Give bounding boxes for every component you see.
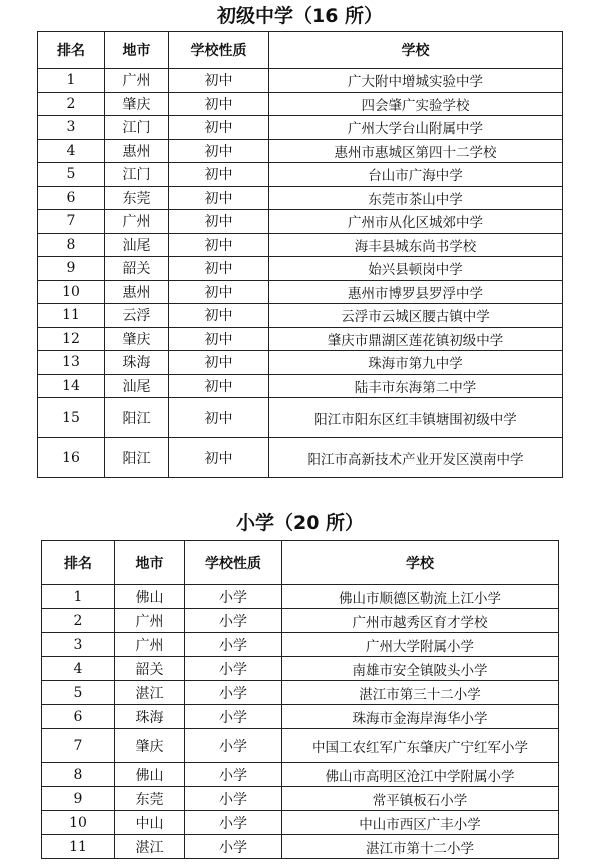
cell-rank: 6 <box>42 705 115 729</box>
cell-rank: 3 <box>38 116 105 140</box>
cell-school: 阳江市高新技术产业开发区漠南中学 <box>269 438 563 478</box>
table-row <box>42 609 559 633</box>
cell-school: 阳江市阳东区红丰镇塘围初级中学 <box>269 398 563 438</box>
cell-school: 惠州市惠城区第四十二学校 <box>269 139 563 163</box>
cell-school: 广州市越秀区育才学校 <box>282 609 559 633</box>
cell-school-type: 初中 <box>169 438 269 478</box>
cell-school-type: 初中 <box>169 116 269 140</box>
cell-city: 广州 <box>105 210 169 234</box>
cell-school-type: 小学 <box>185 657 282 681</box>
header-city: 地市 <box>115 541 185 585</box>
cell-school: 东莞市茶山中学 <box>269 186 563 210</box>
cell-school: 广州大学附属小学 <box>282 633 559 657</box>
cell-city: 广州 <box>115 633 185 657</box>
cell-city: 韶关 <box>105 257 169 281</box>
cell-school: 广州市从化区城郊中学 <box>269 210 563 234</box>
cell-school-type: 小学 <box>185 585 282 609</box>
cell-school-type: 初中 <box>169 186 269 210</box>
cell-rank: 11 <box>38 304 105 328</box>
cell-school-type: 初中 <box>169 304 269 328</box>
cell-school: 海丰县城东尚书学校 <box>269 233 563 257</box>
cell-city: 佛山 <box>115 763 185 787</box>
cell-rank: 4 <box>38 139 105 163</box>
table-row <box>42 633 559 657</box>
cell-school: 佛山市顺德区勒流上江小学 <box>282 585 559 609</box>
cell-school-type: 初中 <box>169 92 269 116</box>
table-row <box>38 374 563 398</box>
cell-rank: 1 <box>38 69 105 93</box>
cell-city: 肇庆 <box>105 327 169 351</box>
cell-city: 佛山 <box>115 585 185 609</box>
cell-school: 中国工农红军广东肇庆广宁红军小学 <box>282 729 559 763</box>
cell-city: 广州 <box>105 69 169 93</box>
cell-school-type: 小学 <box>185 705 282 729</box>
cell-rank: 4 <box>42 657 115 681</box>
cell-school-type: 初中 <box>169 280 269 304</box>
cell-school-type: 小学 <box>185 729 282 763</box>
cell-school: 广州大学台山附属中学 <box>269 116 563 140</box>
middle-school-section-title: 初级中学（16 所） <box>216 5 384 27</box>
header-school: 学校 <box>282 541 559 585</box>
cell-school: 湛江市第三十二小学 <box>282 681 559 705</box>
table-row <box>42 657 559 681</box>
table-row <box>38 257 563 281</box>
table-row <box>42 705 559 729</box>
cell-school-type: 初中 <box>169 351 269 375</box>
table-row <box>38 351 563 375</box>
cell-school-type: 初中 <box>169 163 269 187</box>
table-row <box>38 92 563 116</box>
table-row <box>42 763 559 787</box>
cell-rank: 5 <box>42 681 115 705</box>
cell-school: 云浮市云城区腰古镇中学 <box>269 304 563 328</box>
cell-rank: 16 <box>38 438 105 478</box>
cell-rank: 3 <box>42 633 115 657</box>
cell-city: 阳江 <box>105 398 169 438</box>
table-row <box>42 585 559 609</box>
header-school-type: 学校性质 <box>169 32 269 69</box>
cell-city: 汕尾 <box>105 374 169 398</box>
table-row <box>38 210 563 234</box>
middle-school-table <box>37 31 563 478</box>
cell-rank: 7 <box>38 210 105 234</box>
cell-city: 东莞 <box>115 787 185 811</box>
cell-city: 中山 <box>115 811 185 835</box>
cell-school-type: 小学 <box>185 763 282 787</box>
cell-rank: 8 <box>38 233 105 257</box>
cell-rank: 5 <box>38 163 105 187</box>
cell-city: 阳江 <box>105 438 169 478</box>
table-row <box>38 438 563 478</box>
cell-city: 珠海 <box>115 705 185 729</box>
cell-school: 始兴县顿岗中学 <box>269 257 563 281</box>
cell-rank: 14 <box>38 374 105 398</box>
cell-school-type: 初中 <box>169 233 269 257</box>
table-row <box>38 233 563 257</box>
cell-city: 惠州 <box>105 139 169 163</box>
cell-school: 广大附中增城实验中学 <box>269 69 563 93</box>
cell-school-type: 初中 <box>169 69 269 93</box>
table-header-row <box>38 32 563 69</box>
cell-rank: 7 <box>42 729 115 763</box>
table-row <box>38 116 563 140</box>
cell-school-type: 初中 <box>169 257 269 281</box>
cell-school: 惠州市博罗县罗浮中学 <box>269 280 563 304</box>
cell-city: 肇庆 <box>115 729 185 763</box>
cell-school: 珠海市金海岸海华小学 <box>282 705 559 729</box>
cell-rank: 10 <box>42 811 115 835</box>
primary-school-table-body <box>42 585 559 859</box>
header-school-type: 学校性质 <box>185 541 282 585</box>
cell-school-type: 小学 <box>185 811 282 835</box>
cell-school: 肇庆市鼎湖区莲花镇初级中学 <box>269 327 563 351</box>
cell-school-type: 初中 <box>169 374 269 398</box>
cell-school-type: 小学 <box>185 633 282 657</box>
primary-school-table <box>41 540 559 859</box>
cell-school: 中山市西区广丰小学 <box>282 811 559 835</box>
primary-school-section-title: 小学（20 所） <box>235 512 365 534</box>
cell-school: 佛山市高明区沧江中学附属小学 <box>282 763 559 787</box>
header-rank: 排名 <box>42 541 115 585</box>
cell-school: 珠海市第九中学 <box>269 351 563 375</box>
cell-rank: 2 <box>42 609 115 633</box>
header-rank: 排名 <box>38 32 105 69</box>
header-school: 学校 <box>269 32 563 69</box>
cell-rank: 9 <box>38 257 105 281</box>
table-header-row <box>42 541 559 585</box>
cell-rank: 11 <box>42 835 115 859</box>
cell-city: 云浮 <box>105 304 169 328</box>
cell-rank: 8 <box>42 763 115 787</box>
cell-city: 湛江 <box>115 835 185 859</box>
cell-city: 东莞 <box>105 186 169 210</box>
table-row <box>38 139 563 163</box>
middle-school-table-body <box>38 69 563 478</box>
cell-rank: 9 <box>42 787 115 811</box>
table-row <box>42 811 559 835</box>
table-row <box>38 280 563 304</box>
cell-city: 湛江 <box>115 681 185 705</box>
table-row <box>42 681 559 705</box>
cell-school-type: 初中 <box>169 210 269 234</box>
cell-city: 江门 <box>105 116 169 140</box>
cell-rank: 13 <box>38 351 105 375</box>
header-city: 地市 <box>105 32 169 69</box>
cell-school-type: 初中 <box>169 327 269 351</box>
cell-city: 江门 <box>105 163 169 187</box>
table-row <box>38 304 563 328</box>
cell-city: 珠海 <box>105 351 169 375</box>
cell-rank: 10 <box>38 280 105 304</box>
cell-school: 四会肇广实验学校 <box>269 92 563 116</box>
cell-city: 广州 <box>115 609 185 633</box>
cell-school: 湛江市第十二小学 <box>282 835 559 859</box>
cell-city: 肇庆 <box>105 92 169 116</box>
table-row <box>38 69 563 93</box>
cell-rank: 15 <box>38 398 105 438</box>
cell-school-type: 小学 <box>185 835 282 859</box>
cell-rank: 6 <box>38 186 105 210</box>
cell-school-type: 小学 <box>185 609 282 633</box>
table-row <box>42 729 559 763</box>
cell-school-type: 初中 <box>169 139 269 163</box>
cell-rank: 12 <box>38 327 105 351</box>
cell-city: 惠州 <box>105 280 169 304</box>
cell-school: 陆丰市东海第二中学 <box>269 374 563 398</box>
cell-school: 南雄市安全镇陂头小学 <box>282 657 559 681</box>
cell-school-type: 小学 <box>185 787 282 811</box>
cell-school-type: 初中 <box>169 398 269 438</box>
cell-city: 汕尾 <box>105 233 169 257</box>
table-row <box>42 835 559 859</box>
table-row <box>38 186 563 210</box>
cell-school: 常平镇板石小学 <box>282 787 559 811</box>
table-row <box>38 327 563 351</box>
table-row <box>38 398 563 438</box>
table-row <box>38 163 563 187</box>
table-row <box>42 787 559 811</box>
cell-rank: 1 <box>42 585 115 609</box>
cell-rank: 2 <box>38 92 105 116</box>
cell-city: 韶关 <box>115 657 185 681</box>
cell-school-type: 小学 <box>185 681 282 705</box>
cell-school: 台山市广海中学 <box>269 163 563 187</box>
